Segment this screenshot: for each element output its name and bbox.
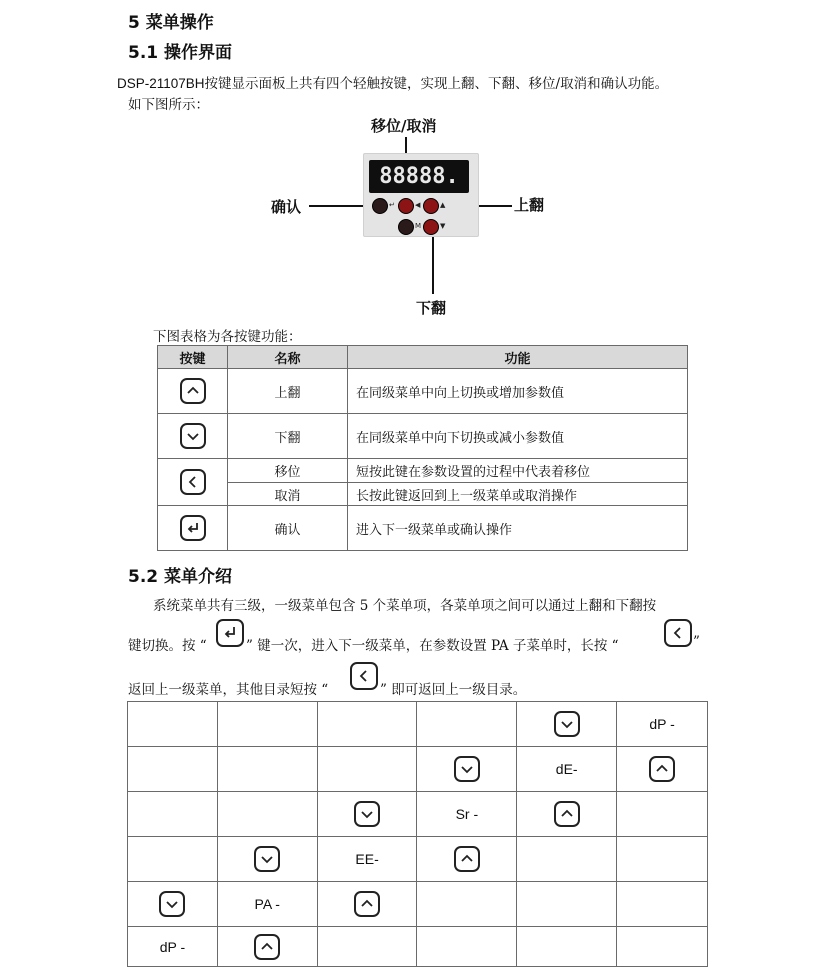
chevron-up-icon xyxy=(354,891,380,917)
enter-mark-icon: ↵ xyxy=(389,201,395,209)
up-label: 上翻 xyxy=(514,196,545,214)
table-row xyxy=(158,414,688,459)
grid-row xyxy=(128,792,708,837)
key-name: 下翻 xyxy=(228,414,348,459)
model-number: DSP-21107BH xyxy=(117,76,205,91)
subsection-heading-interface: 5.1 操作界面 xyxy=(128,43,233,63)
menu-intro-line-2a: 键切换。按 “ xyxy=(128,638,207,654)
chevron-down-icon xyxy=(180,423,206,449)
callout-line-enter xyxy=(309,205,371,207)
menu-item-sr: Sr - xyxy=(417,792,517,837)
grid-row xyxy=(128,837,708,882)
chevron-down-icon xyxy=(554,711,580,737)
key-name: 确认 xyxy=(228,506,348,551)
enter-icon xyxy=(216,619,244,647)
chevron-up-icon xyxy=(254,934,280,960)
shift-cancel-label: 移位/取消 xyxy=(371,117,437,135)
key-function-table xyxy=(157,345,688,551)
table-row xyxy=(158,506,688,551)
enter-icon xyxy=(180,515,206,541)
grid-row xyxy=(128,702,708,747)
grid-row xyxy=(128,882,708,927)
intro-line-2: 如下图所示： xyxy=(128,97,209,113)
chevron-left-icon xyxy=(350,662,378,690)
menu-structure-grid xyxy=(127,701,708,967)
chevron-up-icon xyxy=(649,756,675,782)
panel-m-button[interactable] xyxy=(398,219,414,235)
segment-display: 88888. xyxy=(369,160,469,193)
grid-row xyxy=(128,747,708,792)
chevron-down-icon xyxy=(454,756,480,782)
table-row xyxy=(158,483,688,506)
key-function: 在同级菜单中向上切换或增加参数值 xyxy=(348,369,688,414)
table-caption: 下图表格为各按键功能： xyxy=(153,329,302,345)
key-function: 在同级菜单中向下切换或减小参数值 xyxy=(348,414,688,459)
table-row xyxy=(158,459,688,483)
key-name: 移位 xyxy=(228,459,348,483)
chevron-down-icon xyxy=(159,891,185,917)
panel-up-button[interactable] xyxy=(423,198,439,214)
chevron-down-icon xyxy=(354,801,380,827)
panel-down-button[interactable] xyxy=(423,219,439,235)
menu-item-de: dE- xyxy=(517,747,617,792)
key-function: 进入下一级菜单或确认操作 xyxy=(348,506,688,551)
panel-shift-button[interactable] xyxy=(398,198,414,214)
menu-intro-line-3b: ” 即可返回上一级目录。 xyxy=(380,682,527,698)
chevron-down-icon xyxy=(254,846,280,872)
intro-paragraph xyxy=(117,72,668,92)
menu-intro-line-1: 系统菜单共有三级，一级菜单包含 5 个菜单项，各菜单项之间可以通过上翻和下翻按 xyxy=(153,598,657,614)
chevron-up-icon xyxy=(180,378,206,404)
control-panel-photo xyxy=(363,153,479,237)
table-header-row xyxy=(158,346,688,369)
key-name: 取消 xyxy=(228,483,348,506)
menu-intro-line-2c: ” xyxy=(693,634,700,650)
menu-item-dp: dP - xyxy=(617,702,708,747)
intro-text: 按键显示面板上共有四个轻触按键，实现上翻、下翻、移位/取消和确认功能。 xyxy=(204,76,669,92)
grid-row xyxy=(128,927,708,967)
chevron-up-icon xyxy=(554,801,580,827)
callout-line-down xyxy=(432,230,434,294)
key-function: 短按此键在参数设置的过程中代表着移位 xyxy=(348,459,688,483)
enter-label: 确认 xyxy=(271,198,302,216)
chevron-left-icon xyxy=(664,619,692,647)
header-name: 名称 xyxy=(228,346,348,369)
down-arrow-mark-icon: ▼ xyxy=(440,222,446,230)
m-mark: M xyxy=(415,222,422,230)
header-key: 按键 xyxy=(158,346,228,369)
left-arrow-mark-icon: ◀ xyxy=(415,201,421,209)
menu-item-ee: EE- xyxy=(317,837,417,882)
section-heading: 5 菜单操作 xyxy=(128,13,214,33)
key-name: 上翻 xyxy=(228,369,348,414)
key-function: 长按此键返回到上一级菜单或取消操作 xyxy=(348,483,688,506)
chevron-up-icon xyxy=(454,846,480,872)
panel-enter-button[interactable] xyxy=(372,198,388,214)
menu-intro-line-2b: ” 键一次，进入下一级菜单，在参数设置 PA 子菜单时，长按 “ xyxy=(246,638,619,654)
menu-item-pa: PA - xyxy=(217,882,317,927)
menu-intro-line-3a: 返回上一级菜单，其他目录短按 “ xyxy=(128,682,329,698)
subsection-heading-menu: 5.2 菜单介绍 xyxy=(128,567,233,587)
menu-item-dp: dP - xyxy=(128,927,218,967)
header-function: 功能 xyxy=(348,346,688,369)
table-row xyxy=(158,369,688,414)
chevron-left-icon xyxy=(180,469,206,495)
down-label: 下翻 xyxy=(416,299,447,317)
up-arrow-mark-icon: ▲ xyxy=(440,201,446,209)
